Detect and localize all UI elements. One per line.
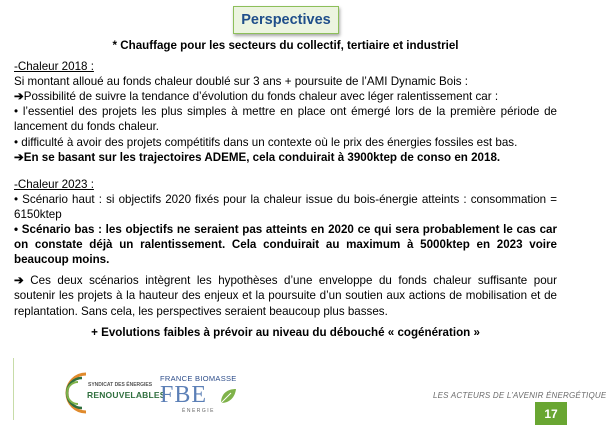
section-2023-heading: -Chaleur 2023 : bbox=[14, 177, 94, 191]
section-2018-bullet1: • l’essentiel des projets les plus simples à mettre en place ont émergé lors de la première période de lancement du fonds chaleur. bbox=[14, 105, 557, 134]
ser-logo bbox=[60, 368, 166, 418]
section-2023-conclusion: Ces deux scénarios intègrent les hypothèses d’une enveloppe du fonds chaleur suffisante pour soutenir les projets à la hauteur des enjeux et la poursuite d’un soutien aux actions de mobilisation et de replantation. Sans cela, les perspectives seraient beaucoup plus basses. bbox=[14, 274, 557, 318]
subtitle: * Chauffage pour les secteurs du collectif, tertiaire et industriel bbox=[112, 39, 459, 52]
section-2023-bullet2: • Scénario bas : les objectifs ne seraient pas atteints en 2020 ce qui sera probablement le cas car on constate déjà un ralentissement. Cela conduirait au maximum à 5000ktep en 2023 voire beaucoup moins. bbox=[14, 223, 557, 267]
fbe-logo-letters: FBE bbox=[160, 382, 208, 408]
fbe-logo-small: ÉNERGIE bbox=[182, 408, 216, 414]
page-number: 17 bbox=[544, 406, 558, 421]
slide-content bbox=[14, 38, 557, 340]
section-2023-bullet1: • Scénario haut : si objectifs 2020 fixés pour la chaleur issue du bois-énergie atteints : consommation = 6150ktep bbox=[14, 192, 557, 221]
section-2023-conclusion-row bbox=[14, 273, 557, 318]
section-2018-line1: Si montant alloué au fonds chaleur doublé sur 3 ans + poursuite de l’AMI Dynamic Bois : bbox=[14, 75, 469, 89]
section-2018-conclusion-row bbox=[14, 150, 557, 165]
section-2018-line2: Possibilité de suivre la tendance d’évolution du fonds chaleur avec léger ralentissement car : bbox=[23, 90, 499, 104]
arrow-icon: ➔ bbox=[14, 150, 24, 164]
page-number-badge bbox=[535, 402, 567, 425]
ser-logo-line2: RENOUVELABLES bbox=[87, 390, 166, 400]
bottom-note: + Evolutions faibles à prévoir au niveau du débouché « cogénération » bbox=[91, 325, 480, 339]
frame-divider bbox=[13, 358, 14, 420]
section-2018-conclusion: En se basant sur les trajectoires ADEME, cela conduirait à 3900ktep de conso en 2018. bbox=[23, 150, 501, 164]
fbe-logo bbox=[160, 374, 250, 416]
section-2018-bullet2: • difficulté à avoir des projets compétitifs dans un contexte où le prix des énergies fossiles est bas. bbox=[14, 135, 518, 149]
slide-title-text: Perspectives bbox=[241, 12, 331, 28]
footer-tagline: LES ACTEURS DE L’AVENIR ÉNERGÉTIQUE bbox=[433, 391, 606, 400]
slide-title bbox=[233, 6, 339, 34]
section-2018-line2-row bbox=[14, 89, 557, 104]
section-2018-heading: -Chaleur 2018 : bbox=[14, 60, 94, 74]
arrow-icon: ➔ bbox=[14, 274, 24, 288]
arrow-icon: ➔ bbox=[14, 90, 24, 104]
ser-logo-line1: SYNDICAT DES ÉNERGIES bbox=[88, 382, 153, 388]
fbe-logo-top: FRANCE BIOMASSE bbox=[160, 374, 237, 383]
leaf-icon bbox=[218, 386, 238, 406]
